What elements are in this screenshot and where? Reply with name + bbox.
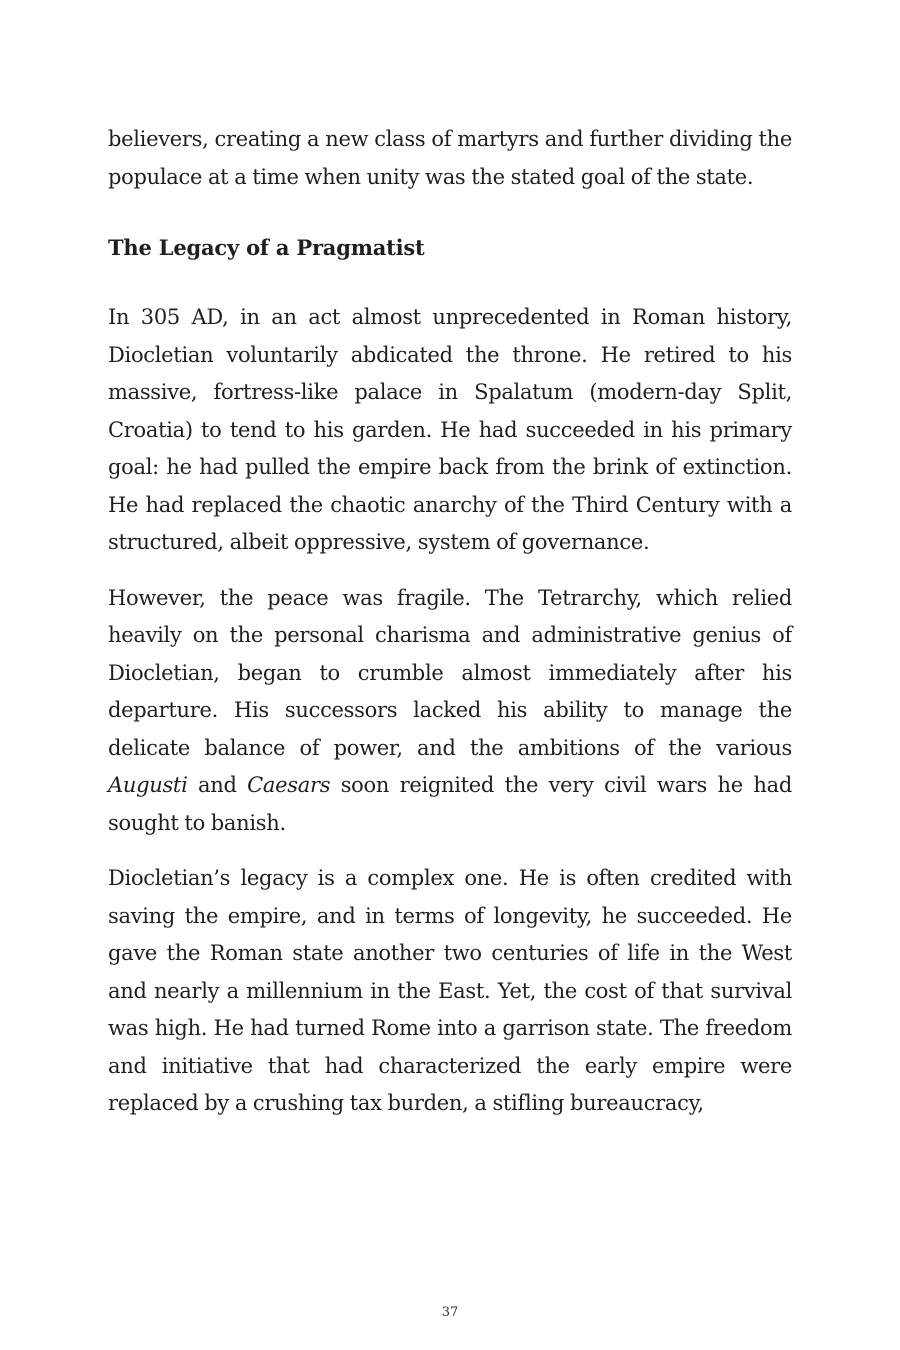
italic-term-caesars: Caesars xyxy=(247,773,331,797)
paragraph-text: and xyxy=(187,773,248,797)
paragraph-abdication: In 305 AD, in an act almost unprecedented in Roman history, Diocletian voluntarily abdicated the throne. He retired to his massive, fortress-like palace in Spalatum (modern-day Split, Croatia) to tend to his garden. He had succeeded in his primary goal: he had pulled the empire back from the brink of extinction. He had replaced the chaotic anarchy of the Third Century with a structured, albeit oppressive, system of governance. xyxy=(108,305,792,554)
paragraph-intro: believers, creating a new class of martyrs and further dividing the populace at a time when unity was the stated goal of the state. xyxy=(108,127,792,189)
paragraph-text: soon reignited the very civil wars he had sought to banish. xyxy=(108,773,792,835)
paragraph-fragile-peace xyxy=(108,580,792,843)
section-heading: The Legacy of a Pragmatist xyxy=(108,235,425,260)
paragraph-text: However, the peace was fragile. The Tetrarchy, which relied heavily on the personal charisma and administrative genius of Diocletian, began to crumble almost immediately after his departure. His successors lacked his ability to manage the delicate balance of power, and the ambitions of the various xyxy=(108,585,792,760)
page-body xyxy=(108,121,792,1123)
paragraph-legacy: Diocletian’s legacy is a complex one. He is often credited with saving the empire, and in terms of longevity, he succeeded. He gave the Roman state another two centuries of life in the West and nearly a millennium in the East. Yet, the cost of that survival was high. He had turned Rome into a garrison state. The freedom and initiative that had characterized the early empire were replaced by a crushing tax burden, a stifling bureaucracy, xyxy=(108,866,792,1115)
page-number: 37 xyxy=(441,1305,459,1320)
italic-term-augusti: Augusti xyxy=(108,773,188,797)
